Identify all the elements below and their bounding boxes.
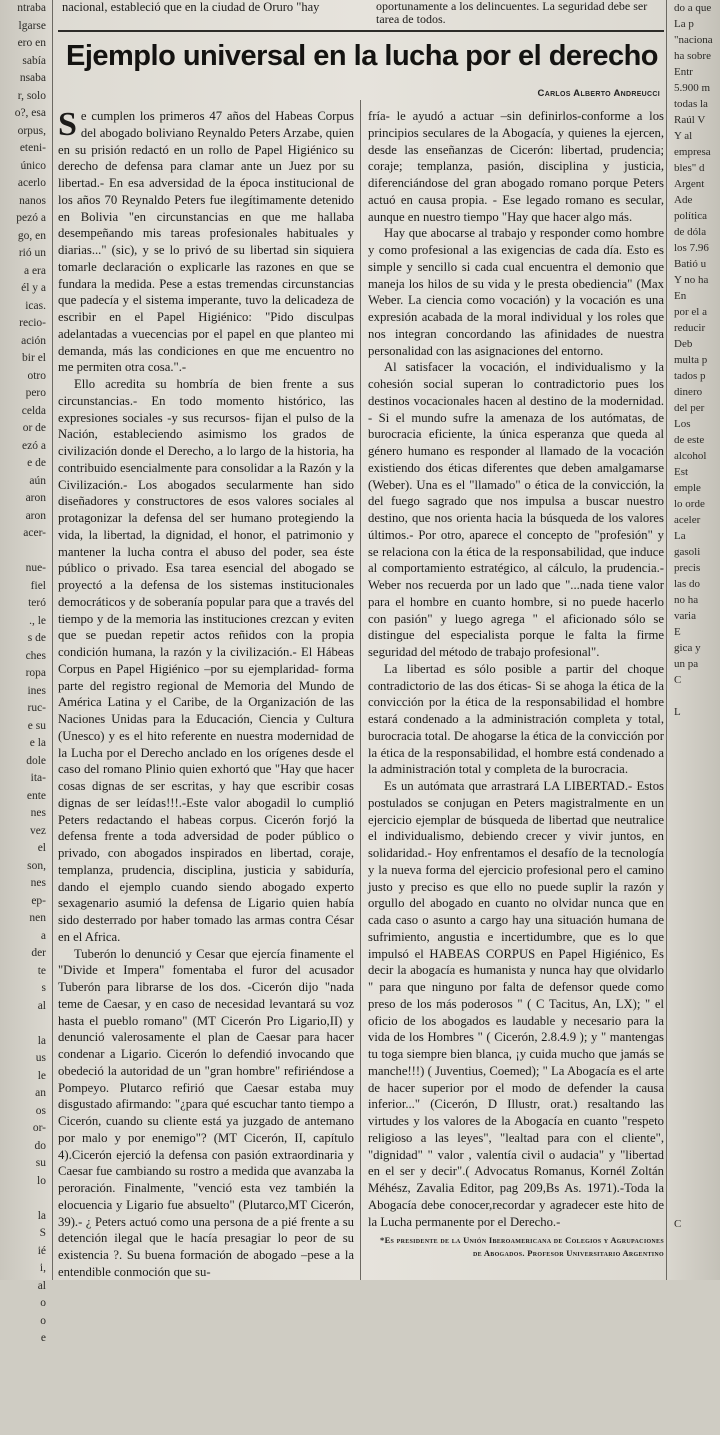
strip-line: del per [674, 400, 720, 416]
strip-line: reducir [674, 320, 720, 336]
strip-line: emple [674, 480, 720, 496]
strip-line: de este [674, 432, 720, 448]
strip-line: ita- [0, 770, 46, 788]
strip-line: lo [0, 1173, 46, 1191]
strip-line [674, 736, 720, 752]
strip-line: nes [0, 805, 46, 823]
strip-line: son, [0, 858, 46, 876]
article-paragraph [58, 108, 354, 376]
strip-line [674, 1040, 720, 1056]
strip-line [674, 1168, 720, 1184]
article-column-2 [368, 108, 664, 1260]
article-paragraph: La libertad es sólo posible a partir del choque contradictorio de las dos éticas- Si se ahoga la ética de la convicción por la ética de la responsabilidad el hombre estará condenado a la administración completa y total, burocracia total. De ahogarse la ética de la convicción por la ética de la responsabilidad, el hombre está condenado a la administración total y completa de la burocracia. [368, 661, 664, 778]
strip-line: acer- [0, 525, 46, 543]
strip-line [674, 1024, 720, 1040]
strip-line [674, 1088, 720, 1104]
adjacent-column-right [668, 0, 720, 1280]
strip-line [674, 976, 720, 992]
strip-line [674, 928, 720, 944]
strip-line: C [674, 672, 720, 688]
column-rule-right [666, 0, 667, 1280]
drop-cap: S [58, 110, 77, 140]
strip-line: La p [674, 16, 720, 32]
author-footnote [368, 1234, 664, 1260]
strip-line: Entr [674, 64, 720, 80]
strip-line: i, [0, 1260, 46, 1278]
strip-line: ente [0, 788, 46, 806]
strip-line: a [0, 928, 46, 946]
strip-line [674, 992, 720, 1008]
strip-line: otro [0, 368, 46, 386]
strip-line: Y al [674, 128, 720, 144]
strip-line [674, 912, 720, 928]
strip-line: todas la [674, 96, 720, 112]
strip-line: Deb [674, 336, 720, 352]
strip-line: ruc- [0, 700, 46, 718]
strip-line: política [674, 208, 720, 224]
strip-line: o?, esa [0, 105, 46, 123]
strip-line: varia [674, 608, 720, 624]
strip-line: do a que [674, 0, 720, 16]
strip-line: or- [0, 1120, 46, 1138]
strip-line: aron [0, 508, 46, 526]
strip-line: ié [0, 1243, 46, 1261]
strip-line: a era [0, 263, 46, 281]
strip-line: nanos [0, 193, 46, 211]
strip-line: do [0, 1138, 46, 1156]
strip-line: La [674, 528, 720, 544]
strip-line: 5.900 m [674, 80, 720, 96]
strip-line: ches [0, 648, 46, 666]
article-paragraph: Ello acredita su hombría de bien frente a sus circunstancias.- En todo momento histórico, las expresiones sociales -y sus recursos- fijan el pulso de la Nación, estableciendo asimismo los grados de civilización donde el Derecho, a lo largo de la historia, ha contribuido esencialmente para consolidar a la Razón y la Civilización.- Los abogados secularmente han sido diseñadores y constructores de esos valores sociales al protagonizar la defensa del ser humano protegiendo la vida, la libertad, la dignidad, el honor, el patrimonio y mantener la lucha contra el abuso del poder, sea éste público o privado. Esa tarea esencial del abogado se proyectó a la defensa de los sistemas institucionales democráticos y de soberanía popular para que a través del tiempo y de la memoria las instituciones crezcan y eviten que se puedan repetir actos reñidos con la propia condición humana, la razón y la civilización.- El Hábeas Corpus en Papel Higiénico –por su ejemplaridad- forma parte del registro regional de Memoria del Mundo de América Latina y el Caribe, de la Organización de las Naciones Unidas para la Educación, Ciencia y Cultura (Unesco) y es el hito referente en nuestra modernidad de la Lucha por el Derecho anclado en los orígenes desde el caso del romano Plinio quien exhortó que "Hay que hacer cosas dignas de ser escritas, y hay que escribir cosas dignas de ser leídas!!!.-Este valor abogadil lo cumplió Peters redactando el habeas corpus. Cicerón forjó la defensa frente a toda adversidad de poder público o privado, con abogados inspirados en libertad, coraje, templanza, prudencia, disciplina, justicia y sabiduría, dando el ejemplo cuando siendo abogado experto sexagenario asumió la defensa de Ligario quien había sido desterrado por haber tomado las armas contra César en el Africa. [58, 376, 354, 946]
previous-article-left-text: nacional, estableció que en la ciudad de Oruro "hay [62, 0, 348, 24]
strip-line [0, 1190, 46, 1208]
strip-line: aún [0, 473, 46, 491]
strip-line: nen [0, 910, 46, 928]
strip-line: no ha [674, 592, 720, 608]
strip-line: la [0, 1208, 46, 1226]
strip-line: or de [0, 420, 46, 438]
strip-line: nue- [0, 560, 46, 578]
strip-line [0, 1365, 46, 1383]
article-column-1 [58, 108, 354, 1281]
strip-line: L [674, 704, 720, 720]
strip-line: nsaba [0, 70, 46, 88]
strip-line: la [0, 1033, 46, 1051]
previous-article-right-text: oportunamente a los delincuentes. La seguridad debe ser tarea de todos. [376, 0, 662, 24]
strip-line [674, 816, 720, 832]
strip-line: go, en [0, 228, 46, 246]
strip-line [674, 896, 720, 912]
article-paragraph: fría- le ayudó a actuar –sin definirlos-conforme a los principios seculares de la Abogacía, y quienes la ejercen, desde las enseñanzas de Cicerón: libertad, prudencia; coraje; templanza, pasión, disciplina y justicia, diferenciándose del gran abogado romano porque Peters actuó en causa propia. - Ese legado romano es secular, aunque en nuestro tiempo "Hay que hacer algo más. [368, 108, 664, 225]
strip-line [674, 768, 720, 784]
strip-line [674, 784, 720, 800]
strip-line: fiel [0, 578, 46, 596]
strip-line: ropa [0, 665, 46, 683]
strip-line: e [0, 1330, 46, 1348]
strip-line: s [0, 980, 46, 998]
strip-line: ha sobre [674, 48, 720, 64]
strip-line: os [0, 1103, 46, 1121]
article-paragraph: Al satisfacer la vocación, el individualismo y la cohesión social superan lo contradictorio pues los destinos vocacionales hacen al destino de la modernidad. - Si el mundo sufre la amenaza de los autómatas, de burocracia eficiente, la única esperanza que queda al género humano es responder al llamado de la vocación existiendo dos éticas diferentes que deben amalgamarse (Weber). Una es el "llamado" o ética de la convicción, la del fuego sagrado que nos impulsa a buscar nuestro destino, que nos orienta hacia la búsqueda de los valores últimos.- Por otro, aparece el concepto de "profesión" y se relaciona con la ética de la responsabilidad, que induce al comportamiento estratégico, al cálculo, la prudencia.- Weber nos recuerda por un lado que "...nada tiene valor para el hombre en cuanto hombre, si no puede hacerlo con pasión" y luego agrega " el aficionado sólo se distingue del especialista porque le falta la firme seguridad del método de trabajo profesional". [368, 359, 664, 661]
strip-line: Est [674, 464, 720, 480]
strip-line: te [0, 963, 46, 981]
strip-line: precis [674, 560, 720, 576]
footnote-line-2: de Abogados. Profesor Universitario Argentino [368, 1247, 664, 1260]
strip-line: al [0, 998, 46, 1016]
strip-line [674, 944, 720, 960]
strip-line [674, 1200, 720, 1216]
strip-line: las do [674, 576, 720, 592]
strip-line: al [0, 1278, 46, 1296]
strip-line [674, 688, 720, 704]
strip-line: el [0, 840, 46, 858]
strip-line: icas. [0, 298, 46, 316]
strip-line: rió un [0, 245, 46, 263]
strip-line: por el a [674, 304, 720, 320]
previous-article-tail [62, 0, 662, 24]
strip-line: ezó a [0, 438, 46, 456]
strip-line: Los [674, 416, 720, 432]
strip-line: ines [0, 683, 46, 701]
strip-line: Argent [674, 176, 720, 192]
strip-line [674, 720, 720, 736]
strip-line: él y a [0, 280, 46, 298]
strip-line: gasoli [674, 544, 720, 560]
strip-line: e su [0, 718, 46, 736]
strip-line: s de [0, 630, 46, 648]
strip-line: dole [0, 753, 46, 771]
strip-line: ero en [0, 35, 46, 53]
strip-line: empresa [674, 144, 720, 160]
strip-line: us [0, 1050, 46, 1068]
strip-line [674, 1152, 720, 1168]
strip-line: multa p [674, 352, 720, 368]
strip-line: pezó a [0, 210, 46, 228]
article-headline: Ejemplo universal en la lucha por el derecho [60, 40, 664, 73]
article-byline: Carlos Alberto Andreucci [60, 88, 660, 99]
strip-line: bles" d [674, 160, 720, 176]
strip-line [674, 1184, 720, 1200]
strip-line: de dóla [674, 224, 720, 240]
strip-line: ntraba [0, 0, 46, 18]
footnote-line-1: *Es presidente de la Unión Iberoamericana de Colegios y Agrupaciones [368, 1234, 664, 1247]
article-paragraph: Es un autómata que arrastrará LA LIBERTAD.- Estos postulados se conjugan en Peters magistralmente en un ejercicio ejemplar de búsqueda de libertad que neutralice el individualismo, debiendo crecer y vivir juntos, en solidaridad.- Hoy enfrentamos el desafío de la tecnología y la nueva forma del ejercicio profesional pero el camino justo y preciso es que ello no puede suplir la razón y orgullo del abogado en cuanto no olvidar nunca que en cada caso o asunto a cargo hay una situación humana de sufrimiento, angustia e incertidumbre, que es lo que impulsó el HABEAS CORPUS en Papel Higiénico, Es decir la abogacía es humanista y nunca hay que olvidarlo " para que ninguno por falta de defensor quede como preso de los más poderosos " ( C Tacitus, An, LX); " el oficio de los abogados es laudable y necesario para la vida de los Hombres " ( Cicerón, 2.8.4.9 ); y " mantengas tu toga siempre bien blanca, ¡y cuida mucho que jamás se manche!!!) ( Juventius, Coemed); " La Abogacía es el arte de hacer superior por el modo de defender la causa inferior..." (Cicerón, D Illustr, orat.) resaltando las virtudes y los valores de la Abogacía en cuanto "respeto religioso a las leyes", "lealtad para con el cliente", "dignidad" " valor , valentía civil o audacia" y "libertad en el ser y decir".( Advocatus Romanus, Kornél Zoltán Méhész, Zavalia Editor, pag 209,Bs As. 1971).-Toda la Abogacía debe conocer,recordar y agradecer este hito de la Lucha permanente por el Derecho.- [368, 778, 664, 1230]
strip-line: der [0, 945, 46, 963]
strip-line [674, 1104, 720, 1120]
strip-line: acerlo [0, 175, 46, 193]
strip-line [674, 752, 720, 768]
paragraph-text: e cumplen los primeros 47 años del Habeas Corpus del abogado boliviano Reynaldo Peters Arzabe, quien en su prisión redactó en un rollo de Papel Higiénico su derecho de defensa para clamar ante un Juez por su libertad.- En esa adversidad de la época institucional de los años 70 Reynaldo Peters fue ilegítimamente detenido en Bolivia "en circunstancias en que me hallaba desempeñando mis tareas profesionales habituales y diarias..." (sic), y se lo privó de su libertad sin siquiera tomarle declaración o explicarle las razones en que se fundara la medida. Pese a estas tremendas circunstancias que padecía y el sistema imperante, tuvo la delicadeza de escribir en el Papel Higiénico: "Pido disculpas adelantadas a vuecencias por el papel en que planteo mi demanda, más las condiciones en que me encuentro no me permiten otra cosa.".- [58, 109, 354, 374]
strip-line: an [0, 1085, 46, 1103]
strip-line: tados p [674, 368, 720, 384]
strip-line: teró [0, 595, 46, 613]
strip-line: lgarse [0, 18, 46, 36]
strip-line: r, solo [0, 88, 46, 106]
strip-line [0, 1348, 46, 1366]
strip-line: Batió u [674, 256, 720, 272]
strip-line: ación [0, 333, 46, 351]
column-rule-left [52, 0, 53, 1280]
header-rule [58, 30, 664, 32]
strip-line [674, 1136, 720, 1152]
strip-line: dinero [674, 384, 720, 400]
strip-line: o [0, 1313, 46, 1331]
strip-line [0, 1383, 46, 1401]
strip-line: recio- [0, 315, 46, 333]
adjacent-column-left [0, 0, 46, 1280]
strip-line: su [0, 1155, 46, 1173]
strip-line: En [674, 288, 720, 304]
strip-line: gica y [674, 640, 720, 656]
column-rule-middle [360, 100, 361, 1280]
strip-line [674, 848, 720, 864]
strip-line: bir el [0, 350, 46, 368]
strip-line: celda [0, 403, 46, 421]
strip-line: S [0, 1225, 46, 1243]
strip-line: C [674, 1216, 720, 1232]
article-paragraph: Hay que abocarse al trabajo y responder como hombre y como profesional a las exigencias de cada día. Esto es simple y sencillo si cada cual encuentra el demonio que maneja los hilos de su vida y le presta obediencia" (Max Weber. La ciencia como vocación) y la vocación es una expresión acabada de la moral individual y los roles que nos integran concordando las afinidades de nuestra personalidad con las asignaciones del entorno. [368, 225, 664, 359]
strip-line [674, 1008, 720, 1024]
strip-line: alcohol [674, 448, 720, 464]
strip-line: sabía [0, 53, 46, 71]
strip-line: vez [0, 823, 46, 841]
strip-line [674, 832, 720, 848]
strip-line: le [0, 1068, 46, 1086]
strip-line [674, 800, 720, 816]
strip-line [0, 543, 46, 561]
strip-line: orpus, [0, 123, 46, 141]
strip-line: ., le [0, 613, 46, 631]
strip-line: Raúl V [674, 112, 720, 128]
strip-line: pero [0, 385, 46, 403]
strip-line: e la [0, 735, 46, 753]
strip-line: aron [0, 490, 46, 508]
strip-line [674, 864, 720, 880]
strip-line: Y no ha [674, 272, 720, 288]
strip-line [674, 1056, 720, 1072]
strip-line [674, 1072, 720, 1088]
strip-line: eteni- [0, 140, 46, 158]
strip-line: los 7.96 [674, 240, 720, 256]
strip-line: un pa [674, 656, 720, 672]
article-paragraph: Tuberón lo denunció y Cesar que ejercía finamente el "Divide et Impera" fomentaba el furor del acusador Tuberón para librarse de los dos. -Cicerón dijo "nada teme de Caesar, y en caso de necesidad levantará su voz hasta el pueblo romano" (MT Cicerón Pro Ligario,II) y denunció valerosamente el plan de Caesar para hacer condenar a Ligario. Cicerón lo defendió invocando que obedeció la autoridad de un "gran hombre" refiriéndose a Pompeyo. Plutarco refirió que Caesar estaba muy disgustado afirmando: "¿para qué escuchar tanto tiempo a Cicerón, cuando su cliente está ya juzgado de antemano por malo y por enemigo"? (MT Cicerón, II, capítulo 4).Cicerón ejerció la defensa con pasión extraordinaria y Caesar fue cambiando su rostro a medida que avanzaba la peroración. Finalmente, "venció esta vez también la elocuencia y Ligario fue absuelto" (Plutarco,MT Cicerón, 39).- ¿ Peters actuó como una persona de a pié frente a su detención ilegal que le hacía presagiar lo peor de su existencia ?. Su buena formación de abogado –pese a la entendible conmoción que su- [58, 946, 354, 1281]
strip-line: único [0, 158, 46, 176]
strip-line [674, 960, 720, 976]
strip-line: Ade [674, 192, 720, 208]
strip-line [0, 1400, 46, 1418]
strip-line: o [0, 1295, 46, 1313]
strip-line: lo orde [674, 496, 720, 512]
strip-line [0, 1418, 46, 1435]
strip-line: aceler [674, 512, 720, 528]
strip-line: E [674, 624, 720, 640]
strip-line [674, 1120, 720, 1136]
strip-line: e de [0, 455, 46, 473]
strip-line: nes [0, 875, 46, 893]
strip-line [0, 1015, 46, 1033]
strip-line [674, 880, 720, 896]
strip-line: "naciona [674, 32, 720, 48]
strip-line: ep- [0, 893, 46, 911]
